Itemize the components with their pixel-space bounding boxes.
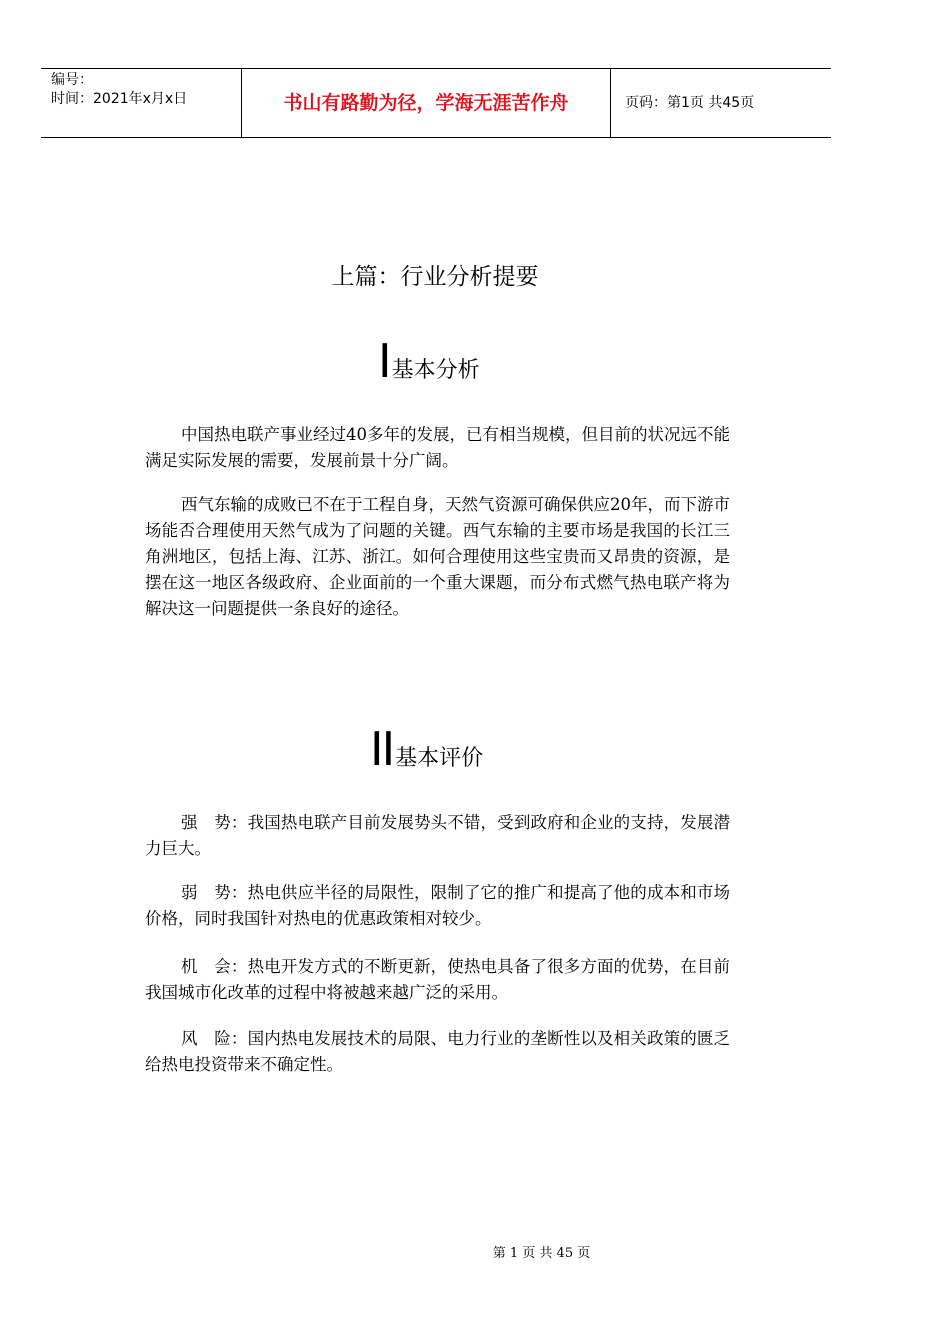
evaluation-weakness [145, 880, 730, 932]
section-title: 基本分析 [391, 358, 480, 383]
evaluation-label: 风 险： [181, 1029, 248, 1048]
page-info: 页码：第1页 共45页 [625, 95, 755, 111]
paragraph: 西气东输的成败已不在于工程自身，天然气资源可确保供应20年，而下游市场能否合理使用天然气成为了问题的关键。西气东输的主要市场是我国的长江三角洲地区，包括上海、江苏、浙江。如何合理使用这些宝贵而又昂贵的资源，是摆在这一地区各级政府、企业面前的一个重大课题，而分布式燃气热电联产将为解决这一问题提供一条良好的途径。 [145, 495, 730, 618]
document-header [41, 68, 831, 138]
serial-number-label: 编号： [51, 72, 93, 88]
part-title: 上篇：行业分析提要 [331, 264, 539, 290]
evaluation-text: 热电开发方式的不断更新，使热电具备了很多方面的优势，在目前我国城市化改革的过程中将被越来越广泛的采用。 [145, 957, 730, 1002]
evaluation-text: 国内热电发展技术的局限、电力行业的垄断性以及相关政策的匮乏给热电投资带来不确定性。 [145, 1029, 730, 1074]
evaluation-opportunity [145, 954, 730, 1006]
header-page-cell [611, 69, 831, 137]
section-numeral: II [370, 722, 394, 776]
section-heading-basic-evaluation [370, 722, 484, 776]
section-heading-basic-analysis [378, 334, 480, 388]
section-title: 基本评价 [395, 746, 484, 771]
evaluation-label: 强 势： [181, 813, 248, 832]
date-label: 时间：2021年x月x日 [51, 91, 188, 107]
evaluation-risk [145, 1026, 730, 1078]
evaluation-label: 弱 势： [181, 883, 248, 902]
evaluation-text: 我国热电联产目前发展势头不错，受到政府和企业的支持，发展潜力巨大。 [145, 813, 730, 858]
evaluation-label: 机 会： [181, 957, 248, 976]
header-motto-cell [242, 69, 611, 137]
section-numeral: I [378, 334, 390, 388]
paragraph: 中国热电联产事业经过40多年的发展，已有相当规模，但目前的状况远不能满足实际发展的需要，发展前景十分广阔。 [145, 425, 730, 470]
evaluation-strength [145, 810, 730, 862]
evaluation-text: 热电供应半径的局限性，限制了它的推广和提高了他的成本和市场价格，同时我国针对热电的优惠政策相对较少。 [145, 883, 730, 928]
motto: 书山有路勤为径，学海无涯苦作舟 [283, 92, 569, 114]
page-footer: 第 1 页 共 45 页 [492, 1246, 591, 1261]
header-meta-cell [41, 69, 242, 137]
